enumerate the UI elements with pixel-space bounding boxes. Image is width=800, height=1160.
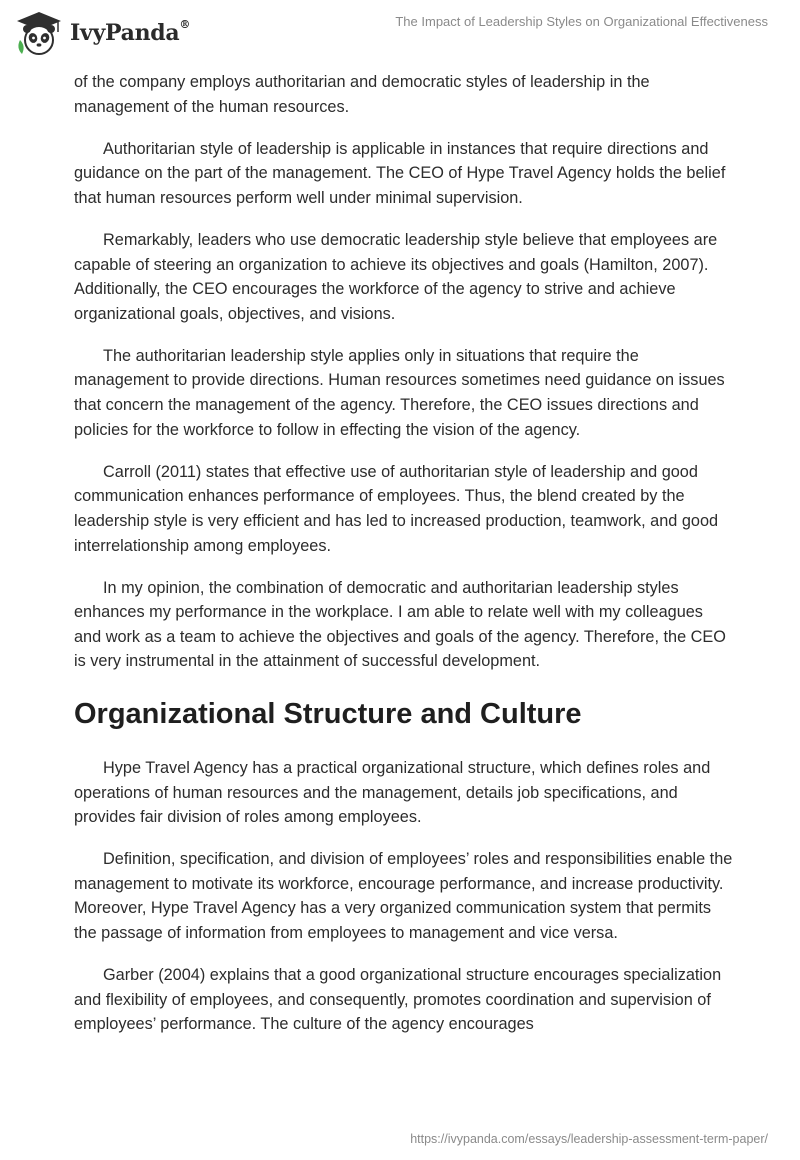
brand-name: IvyPanda® [70,18,191,46]
source-url[interactable]: https://ivypanda.com/essays/leadership-assessment-term-paper/ [410,1132,768,1146]
paragraph: Carroll (2011) states that effective use of authoritarian style of leadership and good communication enhances performance of employees. Thus, the blend created by the leadership style is very efficient and has led to increased production, teamwork, and good interrelationship among employees. [74,462,719,555]
page-header [0,0,800,70]
paragraph: Hype Travel Agency has a practical organizational structure, which defines roles and operations of human resources and the management, details job specifications, and provides fair division of roles among employees. [74,758,711,827]
paragraph: Definition, specification, and division of employees’ roles and responsibilities enable the management to motivate its workforce, encourage performance, and increase productivity. Moreover, Hype Travel Agency has a very organized communication system that permits the passage of information from employees to management and vice versa. [74,850,733,943]
document-title: The Impact of Leadership Styles on Organizational Effectiveness [395,14,768,29]
paragraph: of the company employs authoritarian and democratic styles of leadership in the management of the human resources. [74,73,650,116]
registered-mark: ® [179,18,191,31]
paragraph: Garber (2004) explains that a good organizational structure encourages specialization and flexibility of employees, and consequently, promotes coordination and supervision of employees’ performance. The culture of the agency encourages [74,966,722,1034]
paragraph: Authoritarian style of leadership is applicable in instances that require directions and guidance on the part of the management. The CEO of Hype Travel Agency holds the belief that human resources perform well under minimal supervision. [74,139,726,207]
section-heading: Organizational Structure and Culture [74,697,582,730]
paragraph: The authoritarian leadership style applies only in situations that require the management to provide directions. Human resources sometimes need guidance on issues that concern the management of the agency. Therefore, the CEO issues directions and policies for the workforce to follow in effecting the vision of the agency. [74,346,725,439]
paragraph: In my opinion, the combination of democratic and authoritarian leadership styles enhances my performance in the workplace. I am able to relate well with my colleagues and work as a team to achieve the objectives and goals of the agency. Therefore, the CEO is very instrumental in the attainment of successful development. [74,578,726,671]
panda-graduate-icon [14,10,64,56]
essay-body [74,70,734,1054]
paragraph: Remarkably, leaders who use democratic leadership style believe that employees are capable of steering an organization to achieve its objectives and goals (Hamilton, 2007). Additionally, the CEO encourages the workforce of the agency to strive and achieve organizational goals, objectives, and visions. [74,230,718,323]
ivypanda-logo[interactable] [14,8,190,58]
